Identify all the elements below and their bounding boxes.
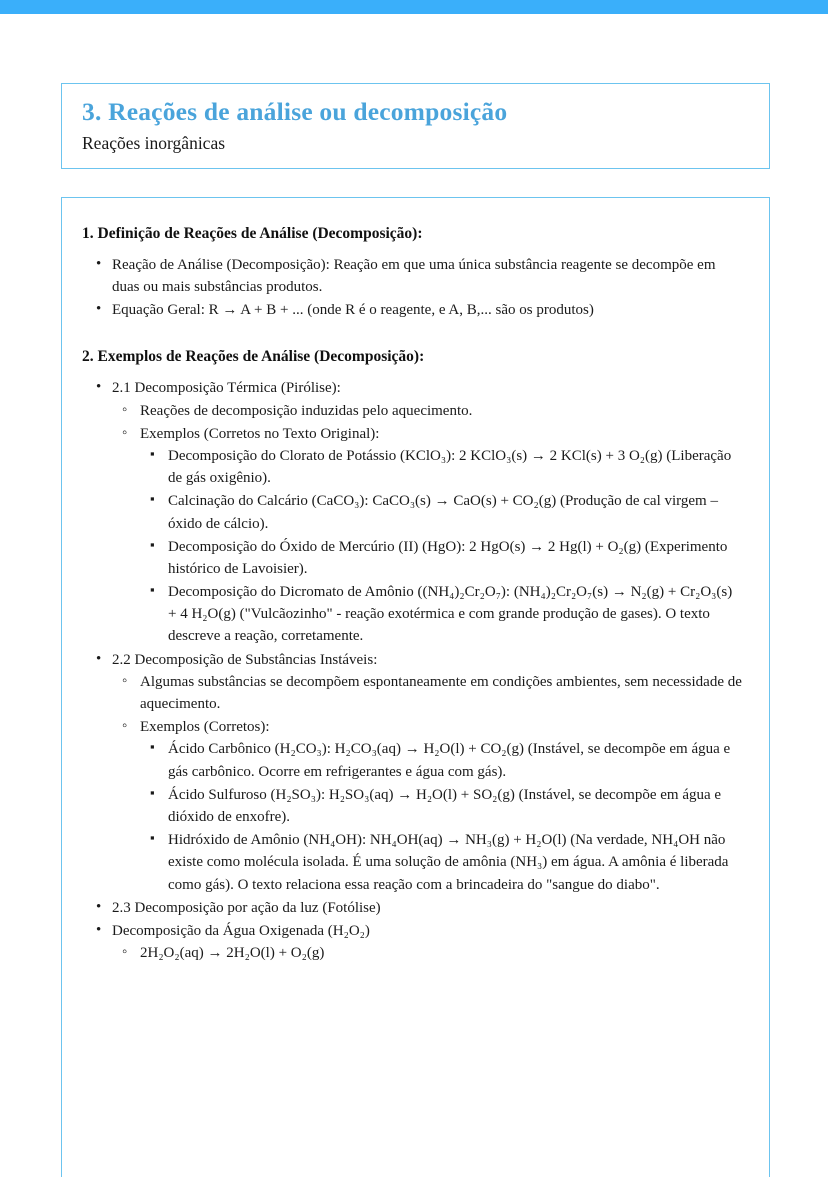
examples-label: Exemplos (Corretos): bbox=[140, 719, 270, 736]
examples-label: Exemplos (Corretos no Texto Original): bbox=[140, 425, 380, 442]
list-item: ▪ Ácido Carbônico (H₂CO₃): H₂CO₃(aq) → H₂O(l) + CO₂(g) (Instável, se decompõe em água e gás carbônico. Ocorre em refrigerantes e água com gás). bbox=[140, 738, 743, 782]
subsection-notes-list bbox=[112, 671, 743, 896]
definicao-list bbox=[82, 254, 743, 322]
subsection-label: Decomposição da Água Oxigenada (H₂O₂) bbox=[112, 922, 370, 939]
list-item: ▪ Decomposição do Dicromato de Amônio ((NH₄)₂Cr₂O₇): (NH₄)₂Cr₂O₇(s) → N₂(g) + Cr₂O₃(s) + 4 H₂O(g) ("Vulcãozinho" - reação exotérmica e com grande produção de gases). O texto descreve a reação, corretamente. bbox=[140, 581, 743, 648]
subsection-notes-list bbox=[112, 942, 743, 964]
page-subtitle: Reações inorgânicas bbox=[82, 133, 226, 154]
examples-list bbox=[140, 445, 743, 648]
list-item bbox=[112, 423, 743, 648]
list-item: • 2.3 Decomposição por ação da luz (Fotólise) bbox=[82, 897, 743, 919]
list-item: ◦ Reações de decomposição induzidas pelo aquecimento. bbox=[112, 400, 743, 422]
exemplos-list bbox=[82, 377, 743, 964]
top-accent-bar bbox=[0, 0, 828, 14]
document-body-card bbox=[61, 197, 770, 1177]
examples-list bbox=[140, 738, 743, 895]
list-item: ◦ Algumas substâncias se decompõem espontaneamente em condições ambientes, sem necessidade de aquecimento. bbox=[112, 671, 743, 715]
subsection-label: 2.1 Decomposição Térmica (Pirólise): bbox=[112, 380, 341, 397]
list-item: ▪ Decomposição do Clorato de Potássio (KClO₃): 2 KClO₃(s) → 2 KCl(s) + 3 O₂(g) (Liberação de gás oxigênio). bbox=[140, 445, 743, 489]
list-item bbox=[82, 377, 743, 647]
list-item: ◦ 2H₂O₂(aq) → 2H₂O(l) + O₂(g) bbox=[112, 942, 743, 964]
section-heading-exemplos: 2. Exemplos de Reações de Análise (Decomposição): bbox=[82, 348, 425, 366]
list-item bbox=[112, 716, 743, 896]
list-item bbox=[82, 920, 743, 964]
list-item: ▪ Hidróxido de Amônio (NH₄OH): NH₄OH(aq) → NH₃(g) + H₂O(l) (Na verdade, NH₄OH não existe como molécula isolada. É uma solução de amônia (NH₃) em água. A amônia é liberada como gás). O texto relaciona essa reação com a brincadeira do "sangue do diabo". bbox=[140, 829, 743, 896]
subsection-notes-list bbox=[112, 400, 743, 648]
list-item: ▪ Ácido Sulfuroso (H₂SO₃): H₂SO₃(aq) → H₂O(l) + SO₂(g) (Instável, se decompõe em água e dióxido de enxofre). bbox=[140, 784, 743, 828]
list-item: ▪ Decomposição do Óxido de Mercúrio (II) (HgO): 2 HgO(s) → 2 Hg(l) + O₂(g) (Experimento histórico de Lavoisier). bbox=[140, 536, 743, 580]
section-heading-definicao: 1. Definição de Reações de Análise (Decomposição): bbox=[82, 225, 423, 242]
document-header-card bbox=[61, 83, 770, 169]
list-item: • Reação de Análise (Decomposição): Reação em que uma única substância reagente se decompõe em duas ou mais substâncias produtos. bbox=[82, 254, 743, 298]
page-title: 3. Reações de análise ou decomposição bbox=[82, 97, 508, 126]
list-item: • Equação Geral: R → A + B + ... (onde R é o reagente, e A, B,... são os produtos) bbox=[82, 299, 743, 321]
list-item bbox=[82, 649, 743, 896]
subsection-label: 2.2 Decomposição de Substâncias Instáveis: bbox=[112, 651, 378, 668]
list-item: ▪ Calcinação do Calcário (CaCO₃): CaCO₃(s) → CaO(s) + CO₂(g) (Produção de cal virgem – óxido de cálcio). bbox=[140, 490, 743, 534]
